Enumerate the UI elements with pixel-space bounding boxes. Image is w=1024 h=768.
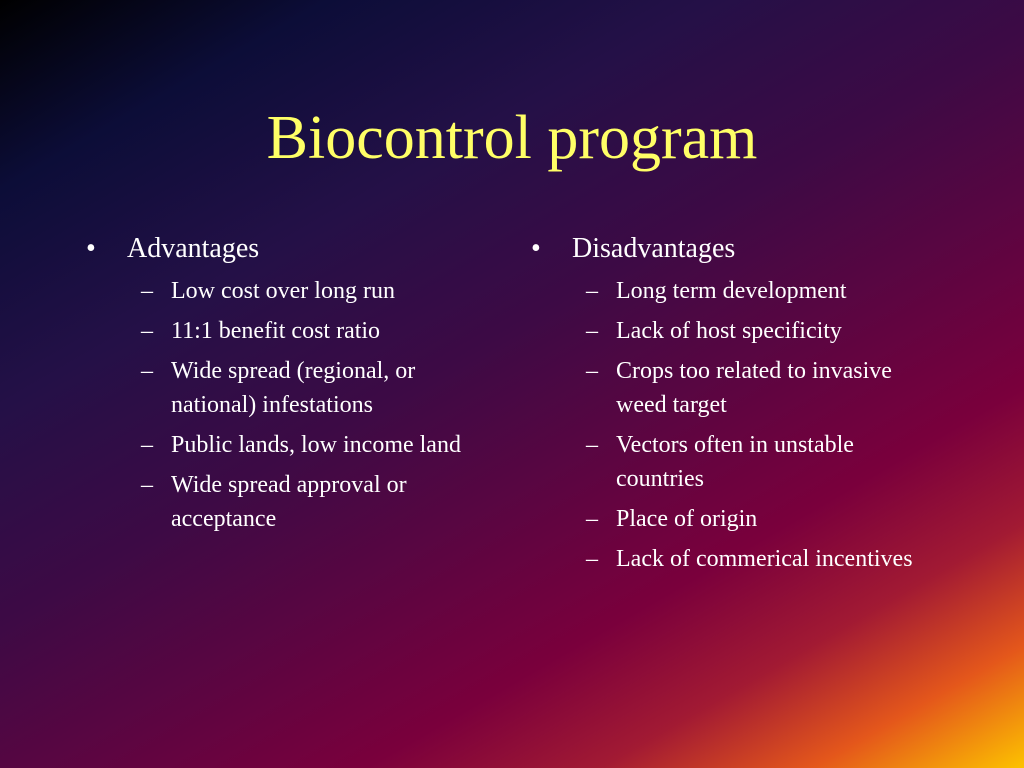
disadvantages-heading-label: Disadvantages <box>572 233 736 264</box>
disadvantages-column <box>531 230 931 582</box>
dash-icon: – <box>586 358 598 384</box>
list-item-text: 11:1 benefit cost ratio <box>171 318 381 344</box>
list-item <box>86 314 486 348</box>
list-item <box>86 274 486 308</box>
list-item-text: Crops too related to invasive weed target <box>616 358 892 418</box>
list-item <box>86 428 486 462</box>
dash-icon: – <box>586 432 598 458</box>
dash-icon: – <box>586 546 598 572</box>
list-item-text: Lack of commerical incentives <box>616 546 913 572</box>
list-item <box>531 542 931 576</box>
list-item <box>531 428 931 496</box>
list-item-text: Low cost over long run <box>171 278 395 304</box>
list-item-text: Wide spread (regional, or national) infestations <box>171 358 416 418</box>
dash-icon: – <box>141 432 153 458</box>
list-item <box>531 354 931 422</box>
advantages-list <box>86 274 486 536</box>
advantages-heading <box>86 230 486 268</box>
disadvantages-heading <box>531 230 931 268</box>
dash-icon: – <box>141 358 153 384</box>
dash-icon: – <box>586 506 598 532</box>
list-item <box>86 354 486 422</box>
list-item <box>86 468 486 536</box>
list-item-text: Place of origin <box>616 506 758 532</box>
list-item <box>531 314 931 348</box>
list-item-text: Lack of host specificity <box>616 318 842 344</box>
list-item <box>531 502 931 536</box>
list-item-text: Wide spread approval or acceptance <box>171 472 407 532</box>
bullet-icon: • <box>86 233 96 264</box>
list-item-text: Vectors often in unstable countries <box>616 432 854 492</box>
bullet-icon: • <box>531 233 541 264</box>
list-item-text: Public lands, low income land <box>171 432 461 458</box>
dash-icon: – <box>586 278 598 304</box>
slide-title: Biocontrol program <box>266 104 758 172</box>
list-item-text: Long term development <box>616 278 847 304</box>
advantages-heading-label: Advantages <box>127 233 260 264</box>
dash-icon: – <box>141 278 153 304</box>
advantages-column <box>86 230 486 542</box>
disadvantages-list <box>531 274 931 576</box>
list-item <box>531 274 931 308</box>
dash-icon: – <box>586 318 598 344</box>
dash-icon: – <box>141 472 153 498</box>
dash-icon: – <box>141 318 153 344</box>
